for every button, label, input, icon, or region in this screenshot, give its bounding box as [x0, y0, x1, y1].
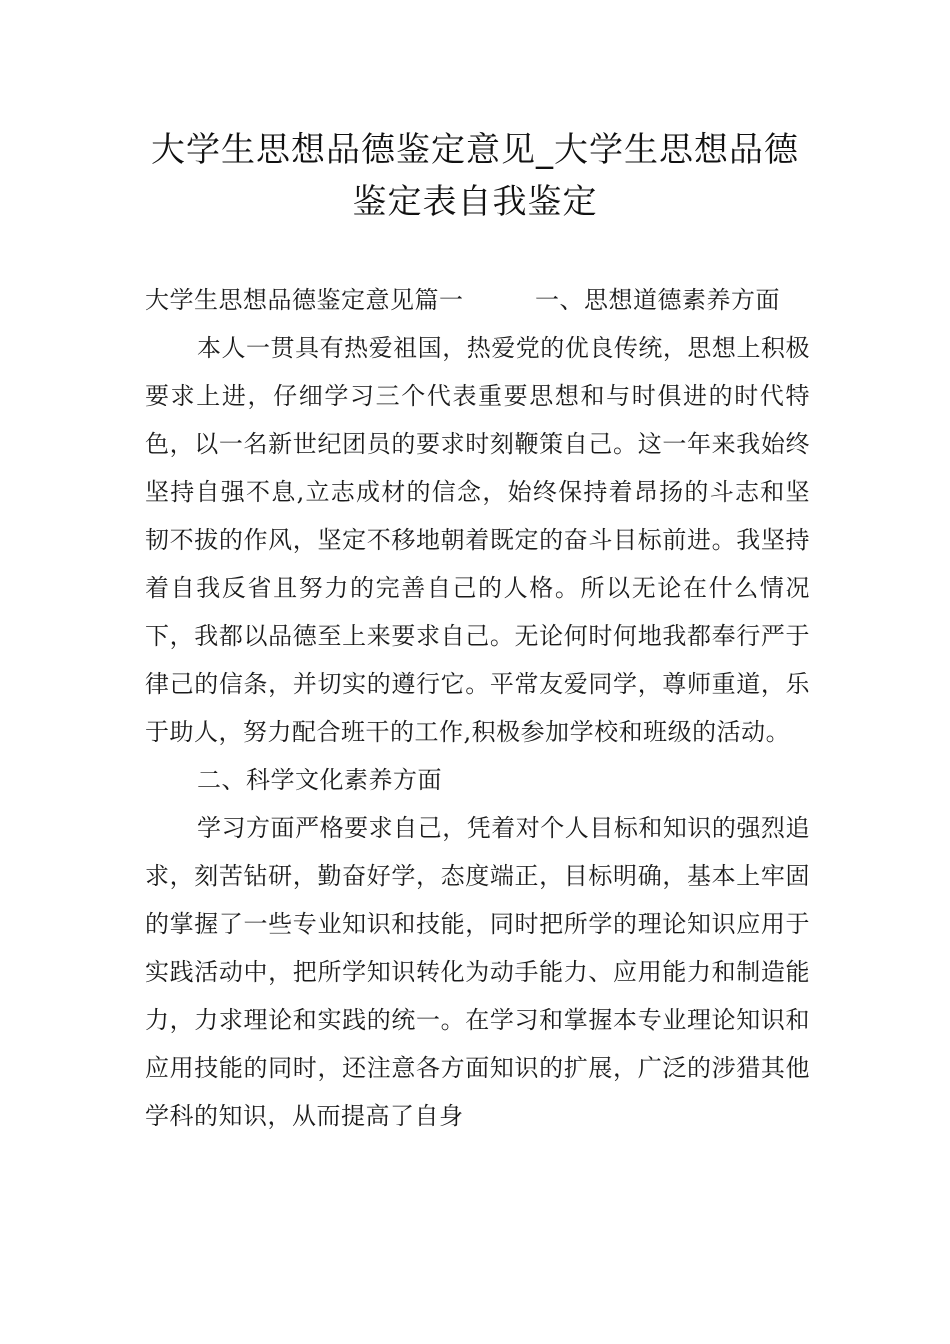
heading-1: 一、思想道德素养方面 — [535, 286, 780, 314]
document-title — [140, 124, 810, 228]
paragraph-2: 学习方面严格要求自己，凭着对个人目标和知识的强烈追求，刻苦钻研，勤奋好学，态度端正，目标明确，基本上牢固的掌握了一些专业知识和技能，同时把所学的理论知识应用于实践活动中，把所学知识转化为动手能力、应用能力和制造能力，力求理论和实践的统一。在学习和掌握本专业理论知识和应用技能的同时，还注意各方面知识的扩展，广泛的涉猎其他学科的知识，从而提高了自身 — [145, 814, 810, 1130]
document-body — [145, 276, 810, 1140]
title-line-2: 鉴定表自我鉴定 — [352, 182, 598, 222]
section-header-line — [145, 276, 810, 324]
paragraph-1: 本人一贯具有热爱祖国，热爱党的优良传统，思想上积极要求上进，仔细学习三个代表重要思想和与时俱进的时代特色，以一名新世纪团员的要求时刻鞭策自己。这一年来我始终坚持自强不息,立志成材的信念，始终保持着昂扬的斗志和坚韧不拔的作风，坚定不移地朝着既定的奋斗目标前进。我坚持着自我反省且努力的完善自己的人格。所以无论在什么情况下，我都以品德至上来要求自己。无论何时何地我都奉行严于律己的信条，并切实的遵行它。平常友爱同学，尊师重道，乐于助人，努力配合班干的工作,积极参加学校和班级的活动。 — [145, 334, 810, 746]
section-label: 大学生思想品德鉴定意见篇一 — [145, 286, 464, 314]
title-line-1: 大学生思想品德鉴定意见_大学生思想品德 — [151, 130, 799, 170]
heading-2: 二、科学文化素养方面 — [197, 766, 442, 794]
